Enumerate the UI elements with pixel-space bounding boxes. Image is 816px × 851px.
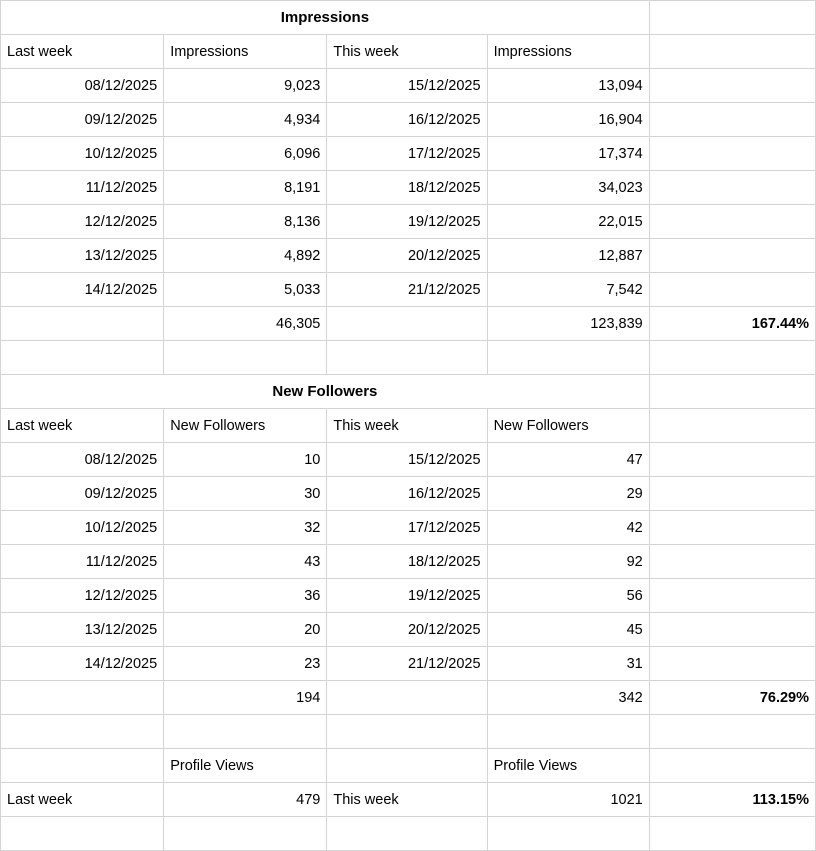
table-row (1, 613, 816, 647)
empty-cell[interactable] (649, 443, 815, 477)
table-row (1, 103, 816, 137)
section-title-row (1, 375, 816, 409)
last-week-value[interactable]: 6,096 (164, 137, 327, 171)
empty-cell[interactable] (1, 715, 164, 749)
last-week-value[interactable]: 4,934 (164, 103, 327, 137)
empty-cell[interactable] (1, 307, 164, 341)
this-week-date[interactable]: 18/12/2025 (327, 171, 487, 205)
empty-cell[interactable] (649, 1, 815, 35)
last-week-date[interactable]: 11/12/2025 (1, 545, 164, 579)
this-week-date[interactable]: 20/12/2025 (327, 239, 487, 273)
percent-change[interactable]: 167.44% (649, 307, 815, 341)
spacer-row (1, 715, 816, 749)
empty-cell[interactable] (164, 715, 327, 749)
empty-cell[interactable] (1, 341, 164, 375)
spacer-row (1, 817, 816, 851)
profile-views-last-week-value[interactable]: 479 (164, 783, 327, 817)
last-week-value[interactable]: 5,033 (164, 273, 327, 307)
percent-change[interactable]: 113.15% (649, 783, 815, 817)
header-this-week[interactable]: This week (327, 35, 487, 69)
this-week-date[interactable]: 21/12/2025 (327, 647, 487, 681)
empty-cell[interactable] (649, 239, 815, 273)
table-row (1, 579, 816, 613)
last-week-value[interactable]: 23 (164, 647, 327, 681)
table-row (1, 137, 816, 171)
empty-cell[interactable] (649, 103, 815, 137)
last-week-date[interactable]: 14/12/2025 (1, 273, 164, 307)
last-week-value[interactable]: 30 (164, 477, 327, 511)
empty-cell[interactable] (1, 749, 164, 783)
this-week-total[interactable]: 123,839 (487, 307, 649, 341)
this-week-value[interactable]: 12,887 (487, 239, 649, 273)
empty-cell[interactable] (649, 511, 815, 545)
this-week-value[interactable]: 42 (487, 511, 649, 545)
header-this-week-metric[interactable]: New Followers (487, 409, 649, 443)
empty-cell[interactable] (649, 171, 815, 205)
empty-cell[interactable] (649, 341, 815, 375)
last-week-date[interactable]: 12/12/2025 (1, 205, 164, 239)
profile-views-last-week-label[interactable]: Last week (1, 783, 164, 817)
last-week-date[interactable]: 09/12/2025 (1, 103, 164, 137)
table-row (1, 69, 816, 103)
table-row (1, 273, 816, 307)
this-week-date[interactable]: 16/12/2025 (327, 477, 487, 511)
profile-views-row (1, 783, 816, 817)
header-profile-views-this[interactable]: Profile Views (487, 749, 649, 783)
table-row (1, 477, 816, 511)
this-week-value[interactable]: 7,542 (487, 273, 649, 307)
last-week-value[interactable]: 36 (164, 579, 327, 613)
last-week-date[interactable]: 14/12/2025 (1, 647, 164, 681)
empty-cell[interactable] (649, 375, 815, 409)
percent-change[interactable]: 76.29% (649, 681, 815, 715)
last-week-date[interactable]: 12/12/2025 (1, 579, 164, 613)
empty-cell[interactable] (164, 341, 327, 375)
table-row (1, 443, 816, 477)
totals-row (1, 307, 816, 341)
this-week-value[interactable]: 92 (487, 545, 649, 579)
last-week-value[interactable]: 8,191 (164, 171, 327, 205)
empty-cell[interactable] (649, 273, 815, 307)
this-week-date[interactable]: 17/12/2025 (327, 137, 487, 171)
empty-cell[interactable] (164, 817, 327, 851)
last-week-total[interactable]: 46,305 (164, 307, 327, 341)
last-week-value[interactable]: 20 (164, 613, 327, 647)
empty-cell[interactable] (649, 137, 815, 171)
this-week-date[interactable]: 19/12/2025 (327, 579, 487, 613)
empty-cell[interactable] (649, 205, 815, 239)
last-week-date[interactable]: 13/12/2025 (1, 613, 164, 647)
empty-cell[interactable] (327, 817, 487, 851)
this-week-value[interactable]: 47 (487, 443, 649, 477)
empty-cell[interactable] (649, 69, 815, 103)
profile-views-header-row (1, 749, 816, 783)
empty-cell[interactable] (487, 817, 649, 851)
last-week-value[interactable]: 9,023 (164, 69, 327, 103)
empty-cell[interactable] (649, 715, 815, 749)
table-row (1, 171, 816, 205)
last-week-date[interactable]: 10/12/2025 (1, 511, 164, 545)
table-row (1, 545, 816, 579)
header-last-week-metric[interactable]: Impressions (164, 35, 327, 69)
empty-cell[interactable] (649, 409, 815, 443)
header-profile-views-last[interactable]: Profile Views (164, 749, 327, 783)
last-week-value[interactable]: 43 (164, 545, 327, 579)
header-last-week[interactable]: Last week (1, 409, 164, 443)
spacer-row (1, 341, 816, 375)
this-week-date[interactable]: 20/12/2025 (327, 613, 487, 647)
this-week-value[interactable]: 56 (487, 579, 649, 613)
header-last-week[interactable]: Last week (1, 35, 164, 69)
this-week-date[interactable]: 19/12/2025 (327, 205, 487, 239)
this-week-date[interactable]: 16/12/2025 (327, 103, 487, 137)
this-week-value[interactable]: 17,374 (487, 137, 649, 171)
this-week-value[interactable]: 16,904 (487, 103, 649, 137)
empty-cell[interactable] (327, 715, 487, 749)
empty-cell[interactable] (327, 341, 487, 375)
empty-cell[interactable] (327, 307, 487, 341)
table-row (1, 511, 816, 545)
this-week-date[interactable]: 15/12/2025 (327, 69, 487, 103)
header-this-week[interactable]: This week (327, 409, 487, 443)
last-week-date[interactable]: 13/12/2025 (1, 239, 164, 273)
empty-cell[interactable] (487, 715, 649, 749)
this-week-total[interactable]: 342 (487, 681, 649, 715)
header-last-week-metric[interactable]: New Followers (164, 409, 327, 443)
empty-cell[interactable] (1, 681, 164, 715)
this-week-value[interactable]: 13,094 (487, 69, 649, 103)
last-week-date[interactable]: 11/12/2025 (1, 171, 164, 205)
impressions-title: Impressions (1, 1, 650, 35)
last-week-value[interactable]: 32 (164, 511, 327, 545)
new-followers-title: New Followers (1, 375, 650, 409)
last-week-date[interactable]: 08/12/2025 (1, 443, 164, 477)
this-week-value[interactable]: 29 (487, 477, 649, 511)
empty-cell[interactable] (649, 579, 815, 613)
this-week-value[interactable]: 31 (487, 647, 649, 681)
table-header-row (1, 409, 816, 443)
empty-cell[interactable] (487, 341, 649, 375)
totals-row (1, 681, 816, 715)
this-week-value[interactable]: 45 (487, 613, 649, 647)
this-week-date[interactable]: 18/12/2025 (327, 545, 487, 579)
this-week-date[interactable]: 15/12/2025 (327, 443, 487, 477)
empty-cell[interactable] (649, 477, 815, 511)
profile-views-this-week-value[interactable]: 1021 (487, 783, 649, 817)
empty-cell[interactable] (649, 749, 815, 783)
this-week-value[interactable]: 34,023 (487, 171, 649, 205)
empty-cell[interactable] (649, 647, 815, 681)
table-row (1, 239, 816, 273)
this-week-value[interactable]: 22,015 (487, 205, 649, 239)
last-week-value[interactable]: 8,136 (164, 205, 327, 239)
empty-cell[interactable] (1, 817, 164, 851)
profile-views-this-week-label[interactable]: This week (327, 783, 487, 817)
empty-cell[interactable] (649, 35, 815, 69)
last-week-date[interactable]: 09/12/2025 (1, 477, 164, 511)
table-header-row (1, 35, 816, 69)
section-title-row (1, 1, 816, 35)
last-week-date[interactable]: 10/12/2025 (1, 137, 164, 171)
table-row (1, 647, 816, 681)
last-week-date[interactable]: 08/12/2025 (1, 69, 164, 103)
empty-cell[interactable] (649, 817, 815, 851)
empty-cell[interactable] (649, 613, 815, 647)
empty-cell[interactable] (649, 545, 815, 579)
this-week-date[interactable]: 21/12/2025 (327, 273, 487, 307)
last-week-value[interactable]: 10 (164, 443, 327, 477)
table-row (1, 205, 816, 239)
empty-cell[interactable] (327, 749, 487, 783)
last-week-total[interactable]: 194 (164, 681, 327, 715)
header-this-week-metric[interactable]: Impressions (487, 35, 649, 69)
last-week-value[interactable]: 4,892 (164, 239, 327, 273)
empty-cell[interactable] (327, 681, 487, 715)
this-week-date[interactable]: 17/12/2025 (327, 511, 487, 545)
